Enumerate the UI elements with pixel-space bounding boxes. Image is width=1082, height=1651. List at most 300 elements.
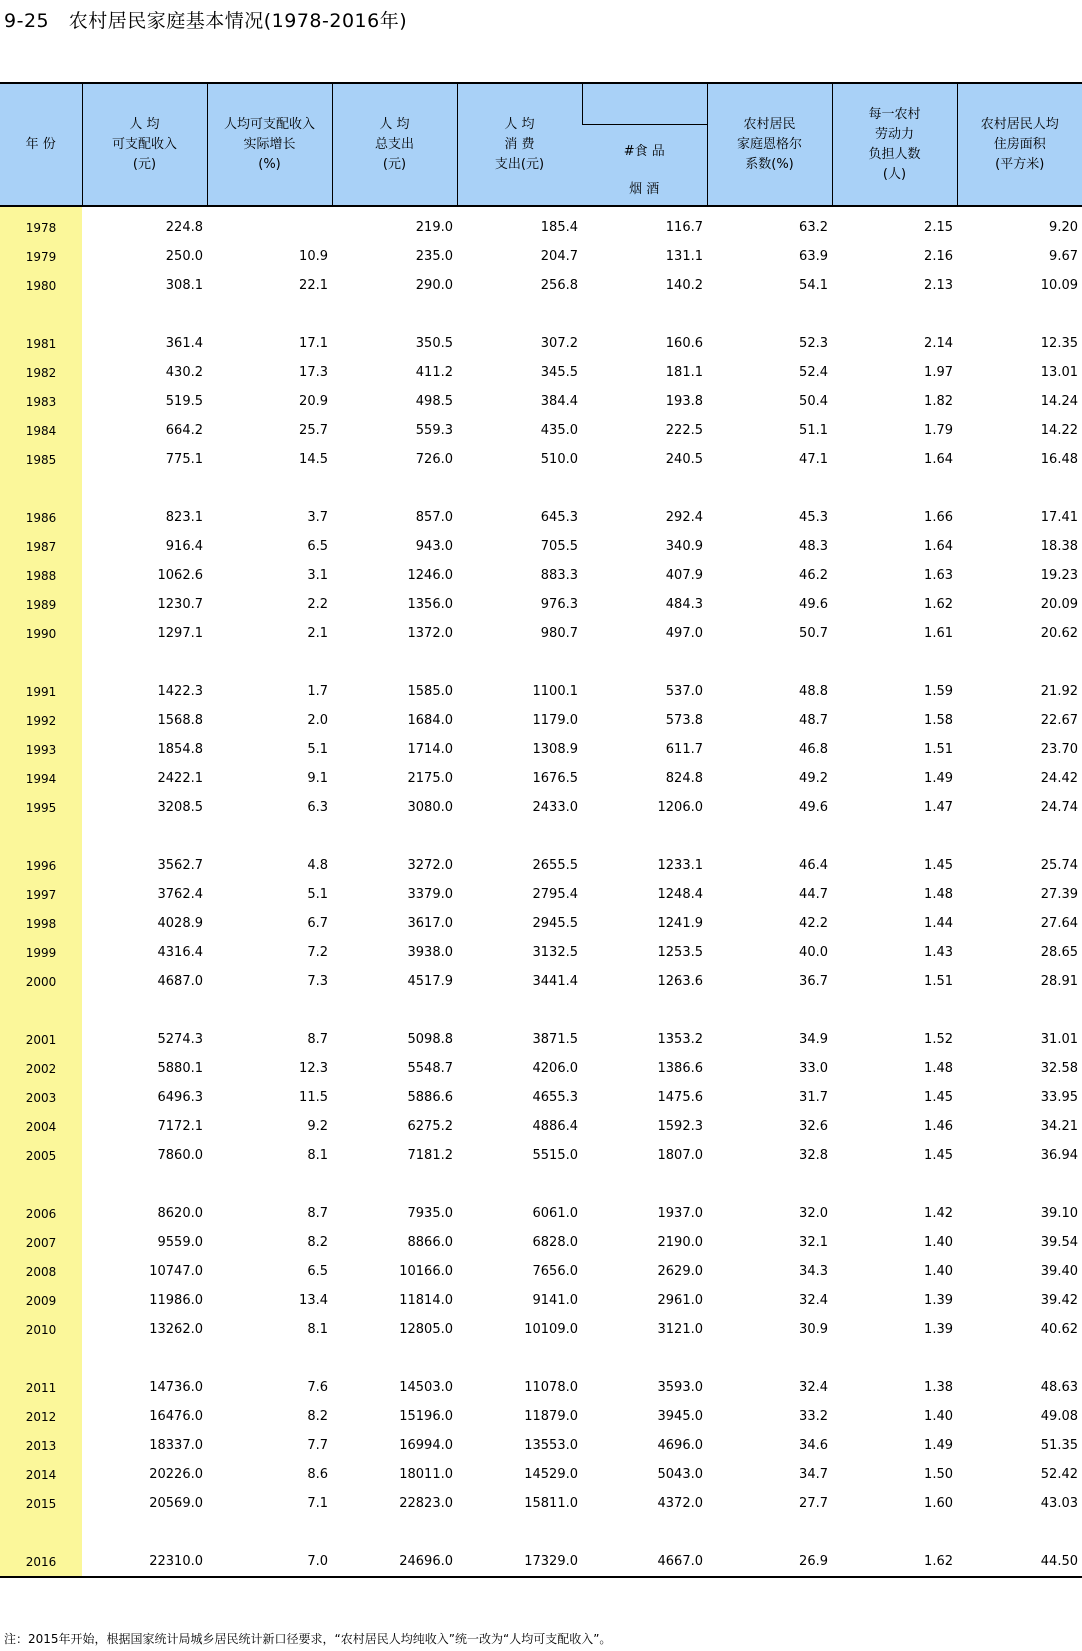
cell-value: 44.7 (799, 887, 828, 902)
cell-year: 1983 (0, 387, 82, 416)
cell-value: 181.1 (665, 365, 703, 380)
cell-value: 13.01 (1040, 365, 1078, 380)
cell-value: 2945.5 (532, 916, 578, 931)
cell-value: 857.0 (415, 510, 453, 525)
header-food: #食 品 烟 酒 (582, 125, 707, 207)
cell-value: 4667.0 (657, 1554, 703, 1569)
cell-value: 4886.4 (532, 1119, 578, 1134)
cell-value: 1676.5 (532, 771, 578, 786)
cell-value: 1.51 (924, 742, 953, 757)
cell-value: 31.01 (1040, 1032, 1078, 1047)
cell-year: 1992 (0, 706, 82, 735)
cell-value: 292.4 (665, 510, 703, 525)
cell-value: 705.5 (540, 539, 578, 554)
cell-value: 43.03 (1040, 1496, 1078, 1511)
table-row (0, 1025, 1082, 1054)
table-container (0, 82, 1082, 1578)
cell-value: 484.3 (665, 597, 703, 612)
cell-value: 6496.3 (157, 1090, 203, 1105)
cell-value: 8.2 (307, 1409, 328, 1424)
cell-value: 11.5 (299, 1090, 328, 1105)
cell-value: 1.49 (924, 1438, 953, 1453)
cell-year: 1990 (0, 619, 82, 648)
cell-value: 52.3 (799, 336, 828, 351)
spacer-cell (0, 648, 82, 677)
cell-value: 2.16 (924, 249, 953, 264)
table-row (0, 416, 1082, 445)
cell-value: 4696.0 (657, 1438, 703, 1453)
cell-value: 39.10 (1040, 1206, 1078, 1221)
cell-value: 350.5 (415, 336, 453, 351)
header-growth: 人均可支配收入 实际增长 (%) (207, 83, 332, 206)
cell-value: 9141.0 (532, 1293, 578, 1308)
cell-value: 12.35 (1040, 336, 1078, 351)
cell-year: 2014 (0, 1460, 82, 1489)
cell-value: 28.65 (1040, 945, 1078, 960)
cell-value: 3945.0 (657, 1409, 703, 1424)
spacer-cell (0, 1170, 82, 1199)
cell-value: 3593.0 (657, 1380, 703, 1395)
spacer-cell (82, 996, 207, 1025)
cell-value: 185.4 (540, 220, 578, 235)
cell-value: 32.8 (799, 1148, 828, 1163)
cell-value: 1179.0 (532, 713, 578, 728)
cell-year: 1981 (0, 329, 82, 358)
cell-value: 116.7 (665, 220, 703, 235)
spacer-cell (207, 300, 332, 329)
row-spacer (0, 1170, 1082, 1199)
table-row (0, 1286, 1082, 1315)
cell-value: 20.09 (1040, 597, 1078, 612)
table-row (0, 619, 1082, 648)
cell-value: 6275.2 (407, 1119, 453, 1134)
cell-value: 8620.0 (157, 1206, 203, 1221)
cell-value: 49.08 (1040, 1409, 1078, 1424)
cell-value: 224.8 (165, 220, 203, 235)
cell-value: 54.1 (799, 278, 828, 293)
spacer-cell (582, 996, 707, 1025)
table-row (0, 1112, 1082, 1141)
row-spacer (0, 996, 1082, 1025)
cell-value: 160.6 (665, 336, 703, 351)
cell-value: 15196.0 (399, 1409, 453, 1424)
cell-value: 5880.1 (157, 1061, 203, 1076)
cell-year: 1988 (0, 561, 82, 590)
cell-value: 6828.0 (532, 1235, 578, 1250)
cell-value: 6.3 (307, 800, 328, 815)
cell-value: 25.7 (299, 423, 328, 438)
cell-value: 1297.1 (157, 626, 203, 641)
spacer-cell (957, 822, 1082, 851)
cell-value: 2629.0 (657, 1264, 703, 1279)
table-body (0, 206, 1082, 1576)
table-row (0, 206, 1082, 242)
table-row (0, 1489, 1082, 1518)
cell-value: 17.3 (299, 365, 328, 380)
cell-value: 46.8 (799, 742, 828, 757)
cell-value: 46.2 (799, 568, 828, 583)
table-bottom-rule (0, 1576, 1082, 1578)
cell-value: 537.0 (665, 684, 703, 699)
cell-value: 33.0 (799, 1061, 828, 1076)
cell-value: 8866.0 (407, 1235, 453, 1250)
cell-year: 1989 (0, 590, 82, 619)
cell-value: 308.1 (165, 278, 203, 293)
spacer-cell (832, 1344, 957, 1373)
header-dependents: 每一农村 劳动力 负担人数 (人) (832, 83, 957, 206)
cell-value: 510.0 (540, 452, 578, 467)
spacer-cell (0, 474, 82, 503)
cell-value: 48.7 (799, 713, 828, 728)
spacer-cell (832, 1170, 957, 1199)
row-spacer (0, 474, 1082, 503)
table-row (0, 1315, 1082, 1344)
cell-value: 5098.8 (407, 1032, 453, 1047)
cell-value: 1568.8 (157, 713, 203, 728)
cell-value: 14.22 (1040, 423, 1078, 438)
cell-value: 1.66 (924, 510, 953, 525)
cell-value: 6.5 (307, 1264, 328, 1279)
cell-year: 2007 (0, 1228, 82, 1257)
cell-value: 1.62 (924, 597, 953, 612)
cell-value: 2.13 (924, 278, 953, 293)
cell-value: 1253.5 (657, 945, 703, 960)
cell-value: 883.3 (540, 568, 578, 583)
spacer-cell (207, 1518, 332, 1547)
cell-year: 2016 (0, 1547, 82, 1576)
cell-value: 1230.7 (157, 597, 203, 612)
row-spacer (0, 1344, 1082, 1373)
cell-value: 32.4 (799, 1293, 828, 1308)
cell-year: 1995 (0, 793, 82, 822)
table-row (0, 1083, 1082, 1112)
cell-value: 2655.5 (532, 858, 578, 873)
cell-value: 9.2 (307, 1119, 328, 1134)
cell-value: 22310.0 (149, 1554, 203, 1569)
spacer-cell (0, 1344, 82, 1373)
cell-value: 40.62 (1040, 1322, 1078, 1337)
cell-value: 407.9 (665, 568, 703, 583)
cell-value: 14503.0 (399, 1380, 453, 1395)
cell-value: 1353.2 (657, 1032, 703, 1047)
cell-value: 1.38 (924, 1380, 953, 1395)
cell-value: 7172.1 (157, 1119, 203, 1134)
cell-value: 1100.1 (532, 684, 578, 699)
cell-value: 1.47 (924, 800, 953, 815)
table-row (0, 764, 1082, 793)
spacer-cell (957, 648, 1082, 677)
spacer-cell (832, 1518, 957, 1547)
cell-value: 34.21 (1040, 1119, 1078, 1134)
cell-value: 1592.3 (657, 1119, 703, 1134)
cell-year: 1979 (0, 242, 82, 271)
cell-value: 916.4 (165, 539, 203, 554)
cell-value: 3208.5 (157, 800, 203, 815)
cell-value: 2.1 (307, 626, 328, 641)
spacer-cell (707, 300, 832, 329)
cell-year: 1997 (0, 880, 82, 909)
table-row (0, 561, 1082, 590)
cell-value: 5.1 (307, 887, 328, 902)
cell-value: 14529.0 (524, 1467, 578, 1482)
cell-value: 4372.0 (657, 1496, 703, 1511)
cell-value: 32.0 (799, 1206, 828, 1221)
cell-value: 361.4 (165, 336, 203, 351)
cell-value: 1.52 (924, 1032, 953, 1047)
spacer-cell (207, 822, 332, 851)
cell-year: 1986 (0, 503, 82, 532)
table-row (0, 793, 1082, 822)
spacer-cell (957, 1170, 1082, 1199)
cell-value: 24696.0 (399, 1554, 453, 1569)
cell-value: 8.2 (307, 1235, 328, 1250)
table-row (0, 503, 1082, 532)
cell-year: 2012 (0, 1402, 82, 1431)
spacer-cell (0, 300, 82, 329)
cell-value: 1246.0 (407, 568, 453, 583)
spacer-cell (582, 648, 707, 677)
cell-year: 2000 (0, 967, 82, 996)
cell-value: 1.60 (924, 1496, 953, 1511)
cell-value: 34.3 (799, 1264, 828, 1279)
spacer-cell (582, 1344, 707, 1373)
cell-value: 1.49 (924, 771, 953, 786)
cell-value: 7.7 (307, 1438, 328, 1453)
cell-value: 204.7 (540, 249, 578, 264)
footnote: 注：2015年开始，根据国家统计局城乡居民统计新口径要求，“农村居民人均纯收入”统一改为“人均可支配收入”。 (4, 1632, 612, 1646)
cell-value: 63.9 (799, 249, 828, 264)
cell-value: 17329.0 (524, 1554, 578, 1569)
row-spacer (0, 300, 1082, 329)
cell-value: 1.48 (924, 1061, 953, 1076)
cell-value: 63.2 (799, 220, 828, 235)
cell-value: 1.58 (924, 713, 953, 728)
cell-value: 256.8 (540, 278, 578, 293)
cell-value: 4687.0 (157, 974, 203, 989)
cell-value: 345.5 (540, 365, 578, 380)
spacer-cell (0, 822, 82, 851)
cell-value: 1.39 (924, 1322, 953, 1337)
cell-value: 52.42 (1040, 1467, 1078, 1482)
cell-value: 4517.9 (407, 974, 453, 989)
cell-year: 1991 (0, 677, 82, 706)
cell-value: 3121.0 (657, 1322, 703, 1337)
cell-value: 50.7 (799, 626, 828, 641)
table-row (0, 1547, 1082, 1576)
spacer-cell (582, 1518, 707, 1547)
cell-value: 3.7 (307, 510, 328, 525)
cell-value: 2.0 (307, 713, 328, 728)
cell-value: 1.48 (924, 887, 953, 902)
cell-value: 10166.0 (399, 1264, 453, 1279)
cell-value: 34.6 (799, 1438, 828, 1453)
cell-value: 7.0 (307, 1554, 328, 1569)
cell-value: 8.1 (307, 1322, 328, 1337)
cell-value: 3080.0 (407, 800, 453, 815)
cell-value: 32.4 (799, 1380, 828, 1395)
spacer-cell (332, 474, 457, 503)
cell-value: 8.1 (307, 1148, 328, 1163)
cell-value: 1.82 (924, 394, 953, 409)
cell-value: 17.41 (1040, 510, 1078, 525)
cell-value: 4655.3 (532, 1090, 578, 1105)
cell-value: 2190.0 (657, 1235, 703, 1250)
cell-value: 18.38 (1040, 539, 1078, 554)
cell-value: 4.8 (307, 858, 328, 873)
cell-value: 9.20 (1049, 220, 1078, 235)
cell-value: 7.2 (307, 945, 328, 960)
spacer-cell (457, 648, 582, 677)
cell-value: 6061.0 (532, 1206, 578, 1221)
cell-value: 7.3 (307, 974, 328, 989)
spacer-cell (0, 1518, 82, 1547)
cell-value: 4316.4 (157, 945, 203, 960)
cell-year: 2008 (0, 1257, 82, 1286)
table-row (0, 358, 1082, 387)
cell-value: 3132.5 (532, 945, 578, 960)
cell-value: 5.1 (307, 742, 328, 757)
cell-value: 5886.6 (407, 1090, 453, 1105)
cell-value: 1.42 (924, 1206, 953, 1221)
cell-value: 1684.0 (407, 713, 453, 728)
cell-value: 430.2 (165, 365, 203, 380)
cell-year: 1994 (0, 764, 82, 793)
cell-value (207, 206, 332, 242)
spacer-cell (957, 1344, 1082, 1373)
spacer-cell (457, 996, 582, 1025)
cell-value: 5043.0 (657, 1467, 703, 1482)
cell-year: 1984 (0, 416, 82, 445)
cell-value: 1062.6 (157, 568, 203, 583)
cell-value: 559.3 (415, 423, 453, 438)
page-title: 9-25 农村居民家庭基本情况(1978-2016年) (4, 10, 408, 32)
spacer-cell (707, 648, 832, 677)
table-row (0, 967, 1082, 996)
cell-value: 22823.0 (399, 1496, 453, 1511)
cell-value: 7181.2 (407, 1148, 453, 1163)
cell-value: 384.4 (540, 394, 578, 409)
cell-value: 25.74 (1040, 858, 1078, 873)
cell-value: 3871.5 (532, 1032, 578, 1047)
header-food-group (582, 83, 707, 125)
cell-value: 9.1 (307, 771, 328, 786)
cell-value: 4028.9 (157, 916, 203, 931)
table-row (0, 677, 1082, 706)
cell-value: 40.0 (799, 945, 828, 960)
header-engel: 农村居民 家庭恩格尔 系数(%) (707, 83, 832, 206)
table-row (0, 1141, 1082, 1170)
cell-value: 1422.3 (157, 684, 203, 699)
cell-value: 1585.0 (407, 684, 453, 699)
cell-value: 47.1 (799, 452, 828, 467)
spacer-cell (832, 648, 957, 677)
cell-value: 1241.9 (657, 916, 703, 931)
spacer-cell (582, 300, 707, 329)
cell-value: 49.6 (799, 800, 828, 815)
cell-value: 1386.6 (657, 1061, 703, 1076)
spacer-cell (207, 474, 332, 503)
cell-value: 435.0 (540, 423, 578, 438)
cell-value: 20.9 (299, 394, 328, 409)
cell-value: 2.2 (307, 597, 328, 612)
spacer-cell (707, 1518, 832, 1547)
cell-year: 2006 (0, 1199, 82, 1228)
spacer-cell (957, 300, 1082, 329)
cell-value: 45.3 (799, 510, 828, 525)
cell-value: 1.62 (924, 1554, 953, 1569)
cell-value: 22.67 (1040, 713, 1078, 728)
cell-value: 1.44 (924, 916, 953, 931)
cell-value: 3379.0 (407, 887, 453, 902)
cell-year: 2003 (0, 1083, 82, 1112)
table-row (0, 735, 1082, 764)
cell-value: 611.7 (665, 742, 703, 757)
cell-value: 24.42 (1040, 771, 1078, 786)
cell-year: 1998 (0, 909, 82, 938)
cell-value: 12.3 (299, 1061, 328, 1076)
cell-value: 9559.0 (157, 1235, 203, 1250)
cell-year: 1980 (0, 271, 82, 300)
cell-value: 27.39 (1040, 887, 1078, 902)
cell-value: 498.5 (415, 394, 453, 409)
cell-value: 240.5 (665, 452, 703, 467)
cell-year: 2010 (0, 1315, 82, 1344)
cell-value: 290.0 (415, 278, 453, 293)
header-year: 年 份 (0, 83, 82, 206)
cell-value: 1.7 (307, 684, 328, 699)
cell-value: 24.74 (1040, 800, 1078, 815)
spacer-cell (582, 1170, 707, 1199)
cell-value: 18011.0 (399, 1467, 453, 1482)
spacer-cell (457, 822, 582, 851)
spacer-cell (457, 300, 582, 329)
cell-value: 2.14 (924, 336, 953, 351)
cell-year: 2015 (0, 1489, 82, 1518)
spacer-cell (207, 1344, 332, 1373)
cell-value: 2433.0 (532, 800, 578, 815)
cell-value: 1475.6 (657, 1090, 703, 1105)
cell-value: 664.2 (165, 423, 203, 438)
cell-value: 1807.0 (657, 1148, 703, 1163)
cell-value: 3762.4 (157, 887, 203, 902)
cell-year: 2005 (0, 1141, 82, 1170)
cell-year: 1978 (0, 206, 82, 242)
cell-value: 2175.0 (407, 771, 453, 786)
cell-value: 34.7 (799, 1467, 828, 1482)
cell-value: 3272.0 (407, 858, 453, 873)
cell-value: 27.7 (799, 1496, 828, 1511)
header-income: 人 均 可支配收入 (元) (82, 83, 207, 206)
header-consumption: 人 均 消 费 支出(元) (457, 83, 582, 206)
cell-value: 411.2 (415, 365, 453, 380)
cell-value: 645.3 (540, 510, 578, 525)
spacer-cell (207, 996, 332, 1025)
spacer-cell (957, 996, 1082, 1025)
cell-value: 10747.0 (149, 1264, 203, 1279)
cell-value: 6.7 (307, 916, 328, 931)
cell-value: 3562.7 (157, 858, 203, 873)
spacer-cell (332, 1344, 457, 1373)
cell-value: 22.1 (299, 278, 328, 293)
cell-value: 13262.0 (149, 1322, 203, 1337)
spacer-cell (707, 1170, 832, 1199)
cell-value: 5274.3 (157, 1032, 203, 1047)
table-row (0, 1373, 1082, 1402)
cell-year: 2013 (0, 1431, 82, 1460)
header-expenditure: 人 均 总支出 (元) (332, 83, 457, 206)
cell-value: 28.91 (1040, 974, 1078, 989)
cell-value: 13.4 (299, 1293, 328, 1308)
